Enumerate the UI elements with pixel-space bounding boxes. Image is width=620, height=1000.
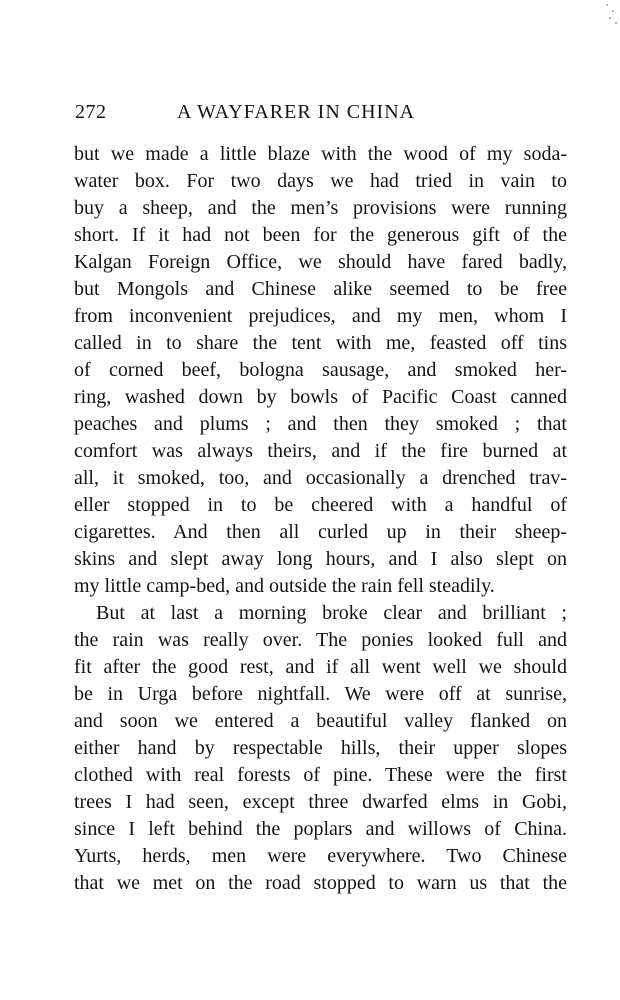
text-line: either hand by respectable hills, their upper slopes (74, 737, 567, 759)
text-line: all, it smoked, too, and occasionally a drenched trav- (74, 467, 567, 489)
text-line: the rain was really over. The ponies looked full and (74, 629, 567, 651)
text-line: comfort was always theirs, and if the fire burned at (74, 440, 567, 462)
text-line: be in Urga before nightfall. We were off at sunrise, (74, 683, 567, 705)
scan-speck (615, 22, 617, 24)
text-line: clothed with real forests of pine. These were the first (74, 764, 567, 786)
text-line: called in to share the tent with me, feasted off tins (74, 332, 567, 354)
text-line: cigarettes. And then all curled up in their sheep- (74, 521, 567, 543)
text-line: trees I had seen, except three dwarfed elms in Gobi, (74, 791, 567, 813)
text-line: Kalgan Foreign Office, we should have fared badly, (74, 251, 567, 273)
scan-speck (612, 10, 614, 12)
text-line: water box. For two days we had tried in vain to (74, 170, 567, 192)
page-number: 272 (75, 101, 107, 123)
text-line: short. If it had not been for the generous gift of the (74, 224, 567, 246)
text-line: skins and slept away long hours, and I also slept on (74, 548, 567, 570)
text-line: since I left behind the poplars and willows of China. (74, 818, 567, 840)
text-line: of corned beef, bologna sausage, and smoked her- (74, 359, 567, 381)
text-line: eller stopped in to be cheered with a handful of (74, 494, 567, 516)
text-line: but Mongols and Chinese alike seemed to be free (74, 278, 567, 300)
text-line: that we met on the road stopped to warn us that the (74, 872, 567, 894)
scan-speck (606, 4, 608, 6)
running-title: A WAYFARER IN CHINA (177, 101, 416, 123)
text-line: buy a sheep, and the men’s provisions were running (74, 197, 567, 219)
text-line: ring, washed down by bowls of Pacific Coast canned (74, 386, 567, 408)
running-head (75, 101, 495, 131)
text-line: Yurts, herds, men were everywhere. Two Chinese (74, 845, 567, 867)
text-line: from inconvenient prejudices, and my men, whom I (74, 305, 567, 327)
scan-speck (609, 17, 611, 19)
text-line: my little camp-bed, and outside the rain fell steadily. (74, 575, 495, 597)
text-line: peaches and plums ; and then they smoked ; that (74, 413, 567, 435)
body-text (74, 141, 567, 897)
text-line: fit after the good rest, and if all went well we should (74, 656, 567, 678)
text-line: but we made a little blaze with the wood of my soda- (74, 143, 567, 165)
text-line: But at last a morning broke clear and brilliant ; (96, 602, 567, 624)
text-line: and soon we entered a beautiful valley flanked on (74, 710, 567, 732)
